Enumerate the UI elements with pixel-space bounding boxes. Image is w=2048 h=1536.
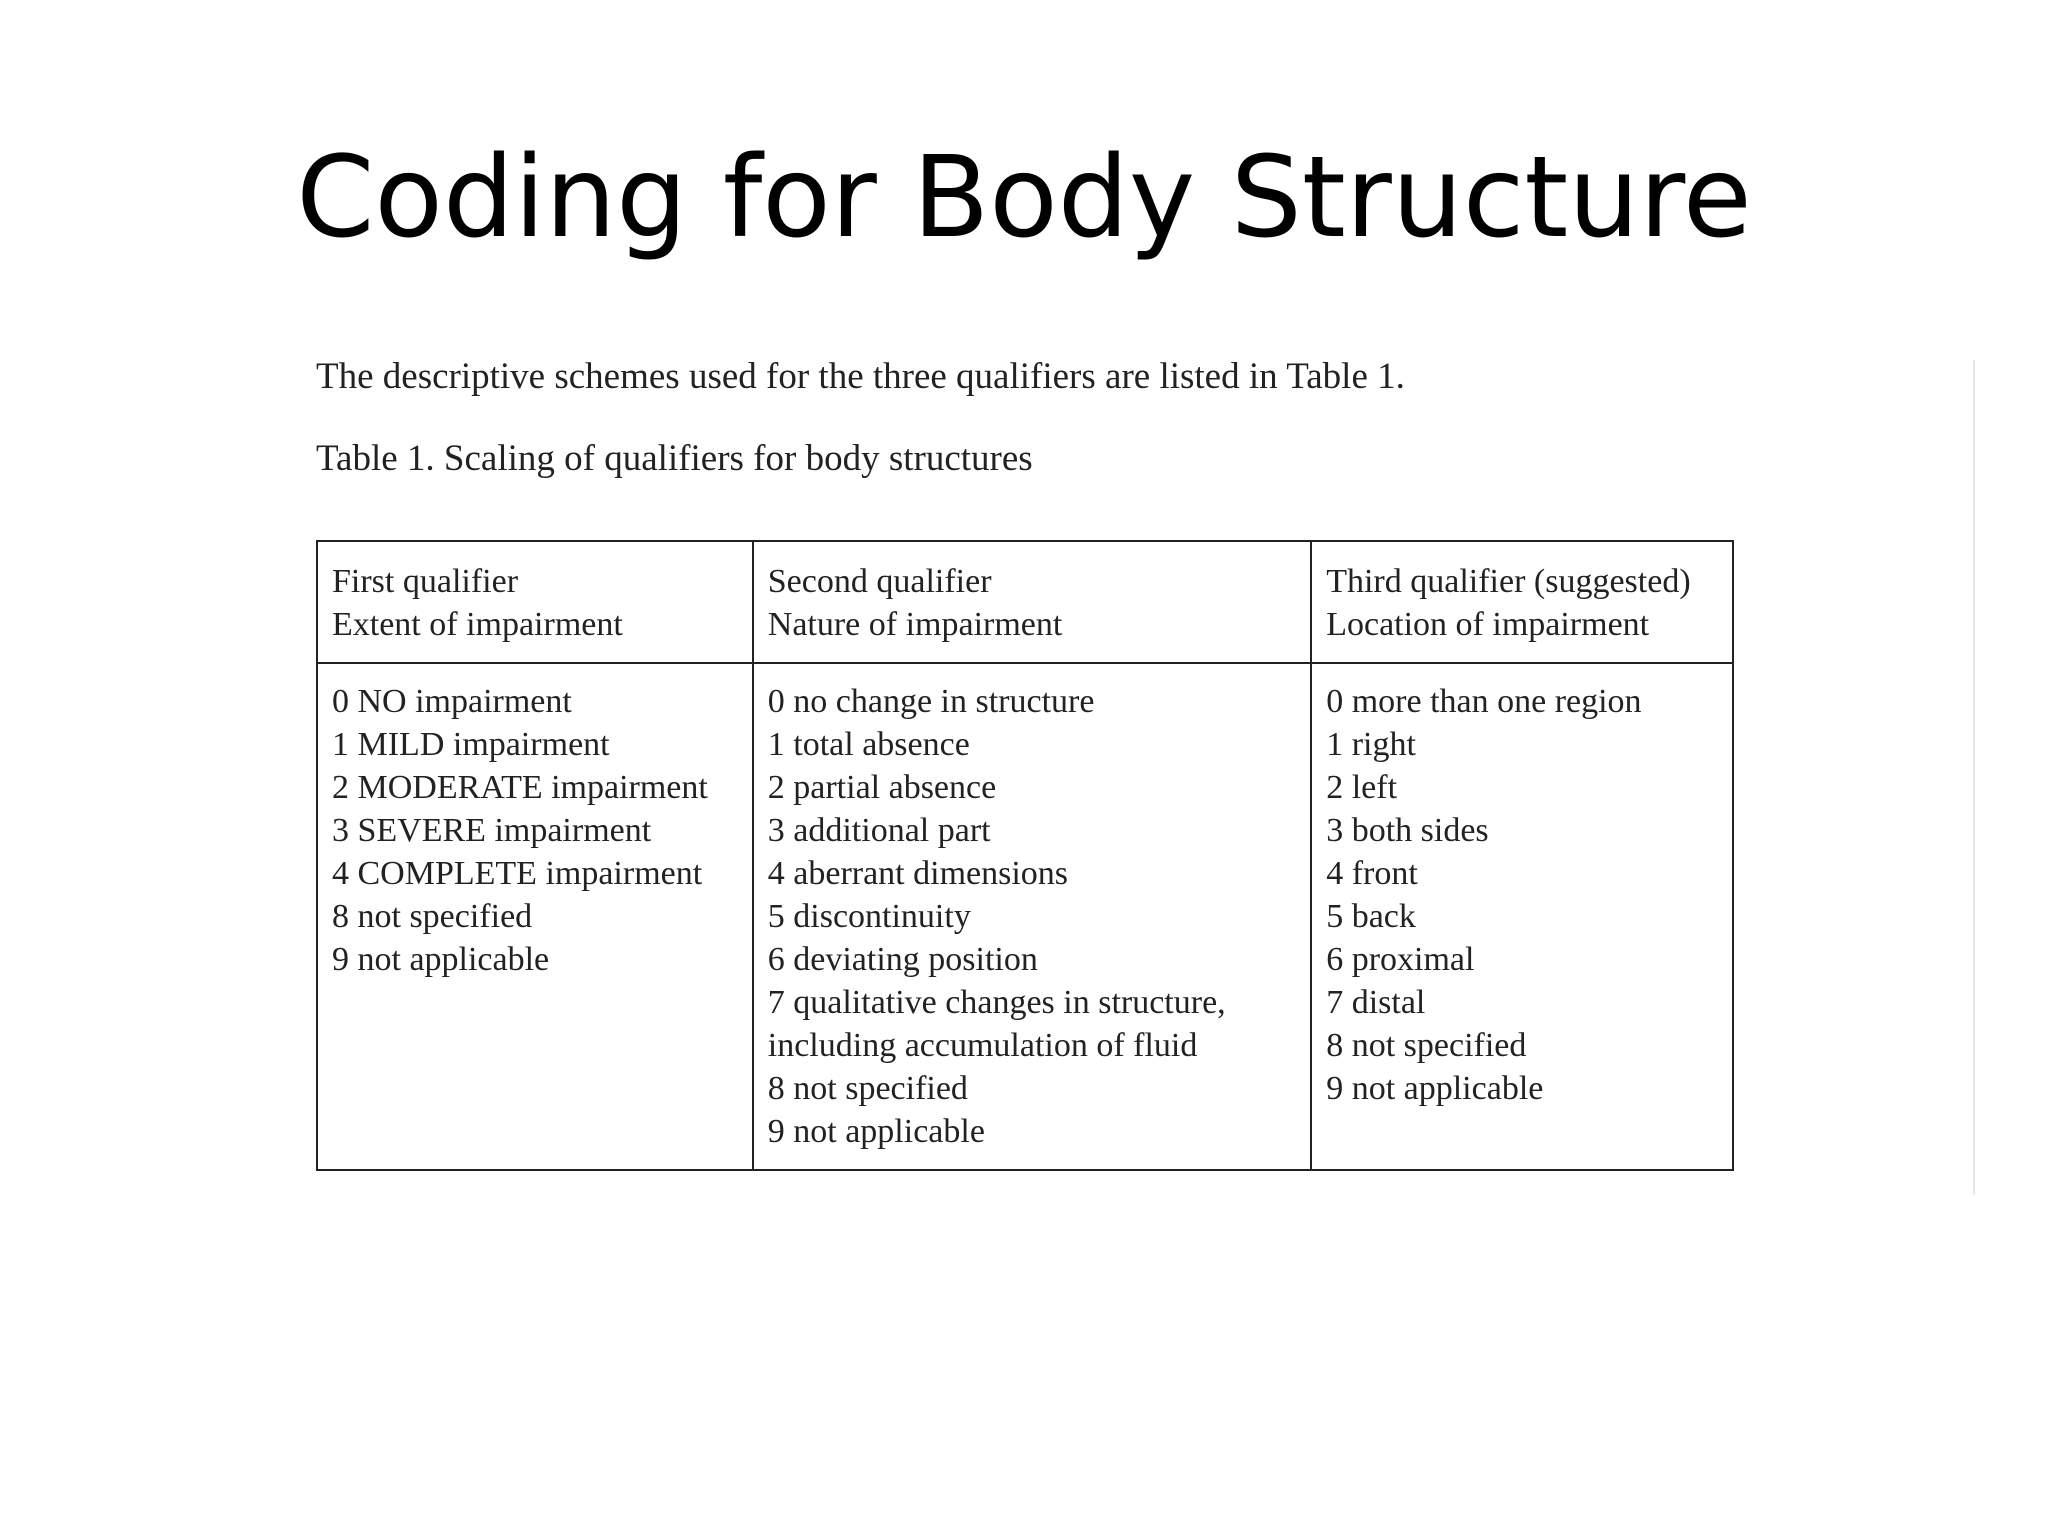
header-line: Third qualifier (suggested): [1326, 563, 1691, 600]
list-item: 6 proximal: [1326, 941, 1475, 978]
list-item: 5 back: [1326, 898, 1416, 935]
list-item: 7 distal: [1326, 984, 1426, 1021]
list-item: 1 MILD impairment: [332, 726, 610, 763]
list-item: 4 aberrant dimensions: [767, 855, 1069, 892]
header-third-qualifier: [1311, 541, 1733, 663]
list-item: 5 discontinuity: [767, 898, 971, 935]
document-excerpt: [316, 355, 1956, 481]
list-item: 2 partial absence: [767, 769, 997, 806]
list-item: 9 not applicable: [332, 941, 550, 978]
list-item: 1 total absence: [767, 726, 970, 763]
list-item: 9 not applicable: [767, 1113, 985, 1150]
header-first-qualifier: [317, 541, 753, 663]
list-item: 4 front: [1326, 855, 1418, 892]
list-item: 3 both sides: [1326, 812, 1489, 849]
header-line: Second qualifier: [767, 563, 992, 600]
page-edge-divider: [1973, 360, 1975, 1195]
list-item: 2 MODERATE impairment: [332, 769, 708, 806]
second-qualifier-cell: [753, 663, 1311, 1170]
list-item: 6 deviating position: [767, 941, 1038, 978]
header-line: First qualifier: [332, 563, 519, 600]
list-item: 8 not specified: [1326, 1027, 1527, 1064]
header-line: Location of impairment: [1326, 606, 1650, 643]
third-qualifier-cell: [1311, 663, 1733, 1170]
header-line: Extent of impairment: [332, 606, 623, 643]
header-line: Nature of impairment: [767, 606, 1063, 643]
list-item: 4 COMPLETE impairment: [332, 855, 703, 892]
list-item: 3 SEVERE impairment: [332, 812, 652, 849]
list-item: 8 not specified: [332, 898, 533, 935]
header-second-qualifier: [753, 541, 1311, 663]
list-item: 2 left: [1326, 769, 1398, 806]
qualifier-table: [316, 540, 1734, 1171]
table-body-row: [317, 663, 1733, 1170]
list-item: 8 not specified: [767, 1070, 968, 1107]
first-qualifier-cell: [317, 663, 753, 1170]
list-item: 0 no change in structure: [767, 683, 1095, 720]
list-item: 3 additional part: [767, 812, 991, 849]
list-item: 7 qualitative changes in structure, including accumulation of fluid: [767, 984, 1226, 1064]
slide-title: Coding for Body Structure: [296, 133, 1752, 263]
list-item: 9 not applicable: [1326, 1070, 1544, 1107]
intro-sentence: The descriptive schemes used for the three qualifiers are listed in Table 1.: [316, 356, 1405, 397]
list-item: 1 right: [1326, 726, 1416, 763]
table-caption: Table 1. Scaling of qualifiers for body structures: [316, 438, 1033, 479]
list-item: 0 more than one region: [1326, 683, 1642, 720]
list-item: 0 NO impairment: [332, 683, 572, 720]
table-header-row: [317, 541, 1733, 663]
